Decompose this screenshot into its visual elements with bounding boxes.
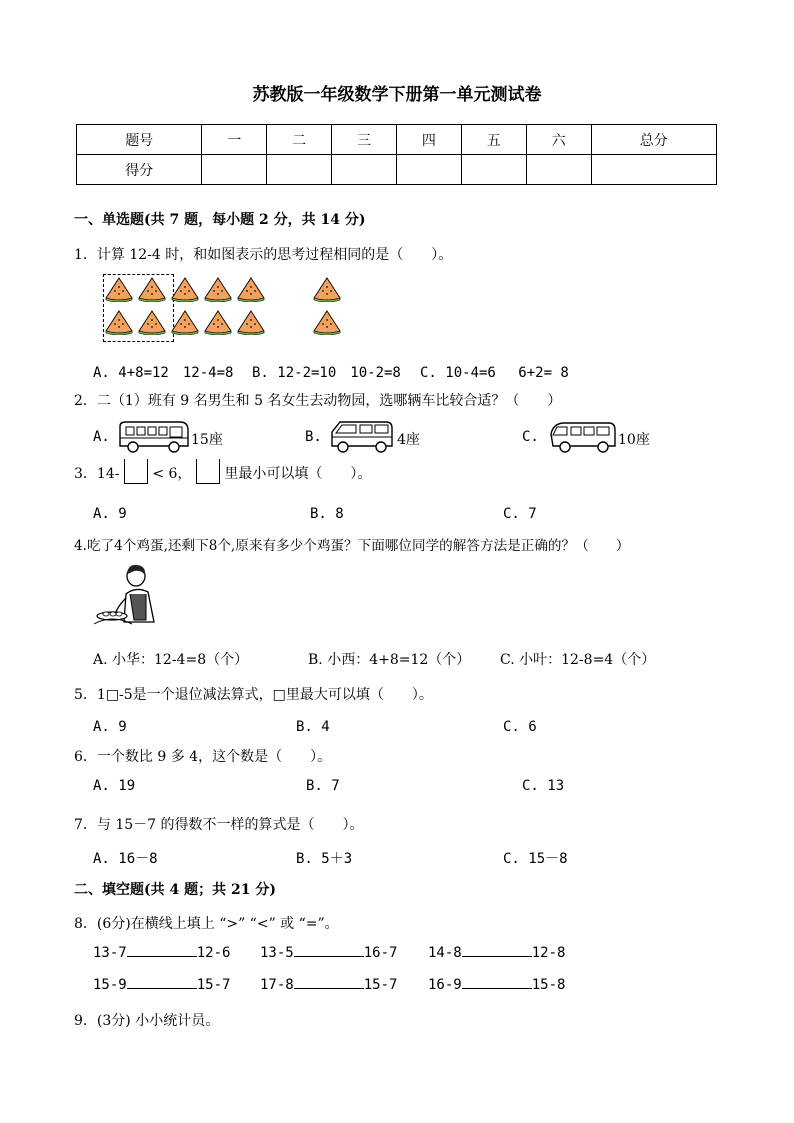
score-header-cell: 三 — [332, 125, 397, 155]
watermelon-slice-icon — [203, 309, 233, 335]
q6-stem: 6．一个数比 9 多 4，这个数是（ ）。 — [74, 749, 332, 765]
comparison-right-expr: 15-7 — [196, 977, 231, 993]
answer-blank[interactable] — [462, 944, 532, 957]
q2-stem: 2．二（1）班有 9 名男生和 5 名女生去动物园，选哪辆车比较合适？（ ） — [74, 393, 562, 409]
watermelon-slice-icon — [203, 276, 233, 302]
woman-with-eggs-illustration — [92, 562, 172, 628]
comparison-right-expr: 15-7 — [363, 977, 398, 993]
q6-option-a[interactable]: A. 19 — [93, 778, 136, 794]
q2-option-a-seats[interactable]: 15座 — [191, 432, 223, 448]
q3-mid: < 6， — [152, 466, 192, 482]
q4-option-c[interactable]: C. 小叶：12-8=4（个） — [500, 652, 656, 668]
score-cell[interactable] — [591, 155, 716, 185]
q3-suffix: 里最小可以填（ ）。 — [224, 466, 372, 482]
bus-icon — [116, 420, 190, 454]
comparison-item — [428, 944, 565, 961]
score-cell[interactable] — [267, 155, 332, 185]
score-header-cell: 总分 — [591, 125, 716, 155]
score-cell[interactable] — [461, 155, 526, 185]
watermelon-slice-icon — [137, 276, 167, 302]
score-header-row — [77, 125, 717, 155]
q4-option-a[interactable]: A. 小华：12-4=8（个） — [93, 652, 249, 668]
watermelon-slice-icon — [236, 276, 266, 302]
q3-prefix: 3．14- — [74, 466, 120, 482]
score-header-cell: 二 — [267, 125, 332, 155]
answer-blank[interactable] — [294, 976, 364, 989]
answer-blank[interactable] — [294, 944, 364, 957]
answer-box[interactable] — [124, 459, 148, 484]
q9-stem: 9．(3分) 小小统计员。 — [74, 1013, 220, 1029]
score-table — [76, 124, 717, 185]
q2-option-a-label[interactable]: A. — [93, 429, 110, 445]
score-cell[interactable] — [332, 155, 397, 185]
comparison-item — [428, 976, 565, 993]
score-header-cell: 四 — [396, 125, 461, 155]
q2-option-b-seats[interactable]: 4座 — [397, 432, 420, 448]
answer-blank[interactable] — [127, 976, 197, 989]
q5-stem: 5．1□-5是一个退位减法算式，□里最大可以填（ ）。 — [74, 687, 433, 703]
q5-option-c[interactable]: C. 6 — [503, 719, 537, 735]
comparison-left-expr: 13-7 — [93, 945, 127, 961]
comparison-right-expr: 16-7 — [363, 945, 398, 961]
q3-stem — [74, 459, 371, 484]
q1-option-c[interactable]: C. 10-4=6 6+2= 8 — [420, 365, 569, 381]
q5-option-a[interactable]: A. 9 — [93, 719, 127, 735]
watermelon-slice-icon — [137, 309, 167, 335]
score-header-cell: 五 — [461, 125, 526, 155]
watermelon-slice-icon — [312, 276, 342, 302]
comparison-item — [260, 976, 397, 993]
q6-option-c[interactable]: C. 13 — [522, 778, 565, 794]
q8-stem: 8．(6分)在横线上填上 “>” “<” 或 “=”。 — [74, 916, 339, 932]
comparison-right-expr: 12-8 — [531, 945, 566, 961]
comparison-item — [260, 944, 397, 961]
score-cell[interactable] — [202, 155, 267, 185]
watermelon-slice-icon — [104, 276, 134, 302]
watermelon-slice-icon — [312, 309, 342, 335]
minibus-icon — [547, 420, 617, 454]
section1-heading: 一、单选题(共 7 题，每小题 2 分，共 14 分) — [74, 212, 366, 228]
answer-blank[interactable] — [127, 944, 197, 957]
q6-option-b[interactable]: B. 7 — [306, 778, 340, 794]
q7-stem: 7．与 15－7 的得数不一样的算式是（ ）。 — [74, 817, 364, 833]
q3-option-b[interactable]: B. 8 — [310, 506, 344, 522]
q2-option-c-label[interactable]: C. — [522, 429, 539, 445]
q3-option-c[interactable]: C. 7 — [503, 506, 537, 522]
q7-option-a[interactable]: A. 16－8 — [93, 851, 158, 867]
q7-option-b[interactable]: B. 5＋3 — [296, 851, 353, 867]
q5-option-b[interactable]: B. 4 — [296, 719, 330, 735]
q1-option-b[interactable]: B. 12-2=10 10-2=8 — [252, 365, 401, 381]
q4-stem: 4.吃了4个鸡蛋,还剩下8个,原来有多少个鸡蛋？下面哪位同学的解答方法是正确的？（ ） — [74, 538, 630, 554]
q2-option-b-label[interactable]: B. — [305, 429, 322, 445]
page-title: 苏教版一年级数学下册第一单元测试卷 — [252, 85, 542, 105]
score-cell[interactable] — [396, 155, 461, 185]
score-header-cell: 六 — [526, 125, 591, 155]
watermelon-slice-icon — [104, 309, 134, 335]
score-row — [77, 155, 717, 185]
van-icon — [326, 418, 396, 454]
score-row-label: 得分 — [77, 155, 202, 185]
comparison-right-expr: 15-8 — [531, 977, 566, 993]
q4-option-b[interactable]: B. 小西：4+8=12（个） — [308, 652, 471, 668]
q7-option-c[interactable]: C. 15－8 — [503, 851, 568, 867]
q1-option-a[interactable]: A. 4+8=12 12-4=8 — [93, 365, 234, 381]
watermelon-slice-icon — [170, 276, 200, 302]
comparison-left-expr: 13-5 — [260, 945, 294, 961]
q1-stem: 1．计算 12-4 时，和如图表示的思考过程相同的是（ ）。 — [74, 247, 453, 263]
watermelon-slice-icon — [236, 309, 266, 335]
q3-option-a[interactable]: A. 9 — [93, 506, 127, 522]
score-cell[interactable] — [526, 155, 591, 185]
comparison-left-expr: 14-8 — [428, 945, 462, 961]
score-header-cell: 题号 — [77, 125, 202, 155]
score-header-cell: 一 — [202, 125, 267, 155]
comparison-left-expr: 16-9 — [428, 977, 462, 993]
comparison-item — [93, 976, 230, 993]
comparison-left-expr: 17-8 — [260, 977, 294, 993]
section2-heading: 二、填空题(共 4 题；共 21 分) — [74, 882, 276, 898]
answer-box[interactable] — [196, 459, 220, 484]
answer-blank[interactable] — [462, 976, 532, 989]
q2-option-c-seats[interactable]: 10座 — [618, 432, 650, 448]
comparison-left-expr: 15-9 — [93, 977, 127, 993]
comparison-item — [93, 944, 230, 961]
comparison-right-expr: 12-6 — [196, 945, 231, 961]
watermelon-slice-icon — [170, 309, 200, 335]
